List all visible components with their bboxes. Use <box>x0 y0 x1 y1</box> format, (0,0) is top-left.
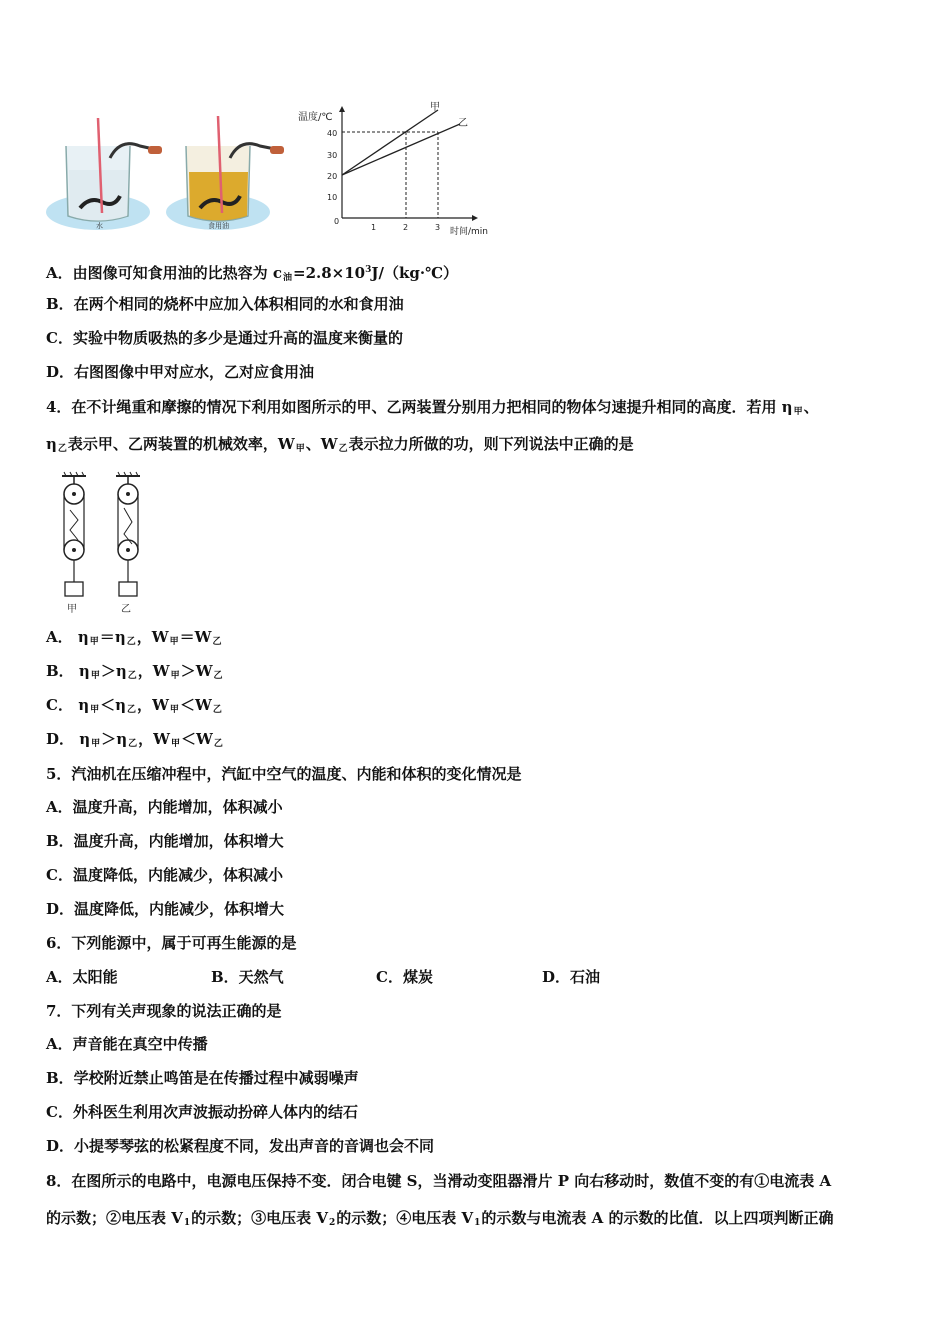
y-tick-30: 30 <box>327 151 338 160</box>
q6-option-c: C．煤炭 <box>376 968 433 986</box>
oil-beaker <box>166 116 284 230</box>
q4-option-c: C． $\eta_甲<\eta_乙$，$W_甲<W_乙$ <box>46 696 222 715</box>
q4-option-b: B． $\eta_甲>\eta_乙$，$W_甲>W_乙$ <box>46 662 223 681</box>
q3-option-b: B．在两个相同的烧杯中应加入体积相同的水和食用油 <box>46 295 404 313</box>
q8-stem-line2: 的示数；②电压表 $V_1$的示数；③电压表 $V_2$的示数；④电压表 $V_1$的示数与电流表 A 的示数的比值．以上四项判断正确 <box>46 1209 834 1228</box>
q6-option-d: D．石油 <box>542 968 601 986</box>
temperature-graph <box>298 101 488 237</box>
q5-option-c: C．温度降低，内能减少，体积减小 <box>46 866 283 884</box>
x-tick-3: 3 <box>435 223 441 232</box>
water-beaker <box>46 118 162 230</box>
oil-label: 食用油 <box>208 222 229 230</box>
origin-label: 0 <box>334 217 340 226</box>
q7-stem: 7．下列有关声现象的说法正确的是 <box>46 1002 282 1020</box>
heating-experiment-figure <box>40 98 510 246</box>
q3-option-c: C．实验中物质吸热的多少是通过升高的温度来衡量的 <box>46 329 403 347</box>
q7-option-c: C．外科医生利用次声波振动扮碎人体内的结石 <box>46 1103 358 1121</box>
water-label: 水 <box>96 222 103 230</box>
q5-option-b: B．温度升高，内能增加，体积增大 <box>46 832 284 850</box>
q5-stem: 5．汽油机在压缩冲程中，汽缸中空气的温度、内能和体积的变化情况是 <box>46 765 522 783</box>
q7-option-a: A．声音能在真空中传播 <box>46 1035 208 1053</box>
pulley-jia-label: 甲 <box>67 604 77 615</box>
q6-option-b: B．天然气 <box>211 968 284 986</box>
y-axis-label: 温度/℃ <box>298 112 333 123</box>
q4-option-a: A． $\eta_甲=\eta_乙$，$W_甲=W_乙$ <box>46 628 222 647</box>
pulley-yi <box>116 472 140 615</box>
x-axis-label: 时间/min <box>450 227 489 237</box>
q5-option-d: D．温度降低，内能减少，体积增大 <box>46 900 285 918</box>
q7-option-b: B．学校附近禁止鸣笛是在传播过程中减弱噪声 <box>46 1069 359 1087</box>
pulley-jia <box>62 472 86 615</box>
q5-option-a: A．温度升高，内能增加，体积减小 <box>46 798 283 816</box>
pulley-figure <box>50 470 160 616</box>
line-jia <box>342 110 438 175</box>
q4-stem-line2: $\eta_乙$表示甲、乙两装置的机械效率，$W_甲$、$W_乙$表示拉力所做的功，则下列说法中正确的是 <box>46 435 634 454</box>
q4-option-d: D． $\eta_甲>\eta_乙$，$W_甲<W_乙$ <box>46 730 223 749</box>
y-tick-20: 20 <box>327 172 338 181</box>
q3-option-d: D．右图图像中甲对应水，乙对应食用油 <box>46 363 315 381</box>
q8-stem-line1: 8．在图所示的电路中，电源电压保持不变．闭合电键 S，当滑动变阻器滑片 P 向右移动时，数值不变的有①电流表 A <box>46 1172 832 1190</box>
line-jia-label: 甲 <box>430 102 440 113</box>
x-tick-2: 2 <box>403 223 409 232</box>
pulley-yi-label: 乙 <box>121 604 131 615</box>
x-tick-1: 1 <box>371 223 377 232</box>
y-tick-40: 40 <box>327 129 338 138</box>
q7-option-d: D．小提琴琴弦的松紧程度不同，发出声音的音调也会不同 <box>46 1137 435 1155</box>
q4-stem-line1: 4．在不计绳重和摩擦的情况下利用如图所示的甲、乙两装置分别用力把相同的物体匀速提升相同的高度．若用 $\eta_甲$、 <box>46 398 819 417</box>
q6-stem: 6．下列能源中，属于可再生能源的是 <box>46 934 297 952</box>
q6-option-a: A．太阳能 <box>46 968 118 986</box>
q3-option-a: A．由图像可知食用油的比热容为 $c_油=2.8\times 10^3J/(kg\cdot℃)$ <box>46 264 459 283</box>
y-tick-10: 10 <box>327 193 338 202</box>
line-yi-label: 乙 <box>458 118 468 129</box>
